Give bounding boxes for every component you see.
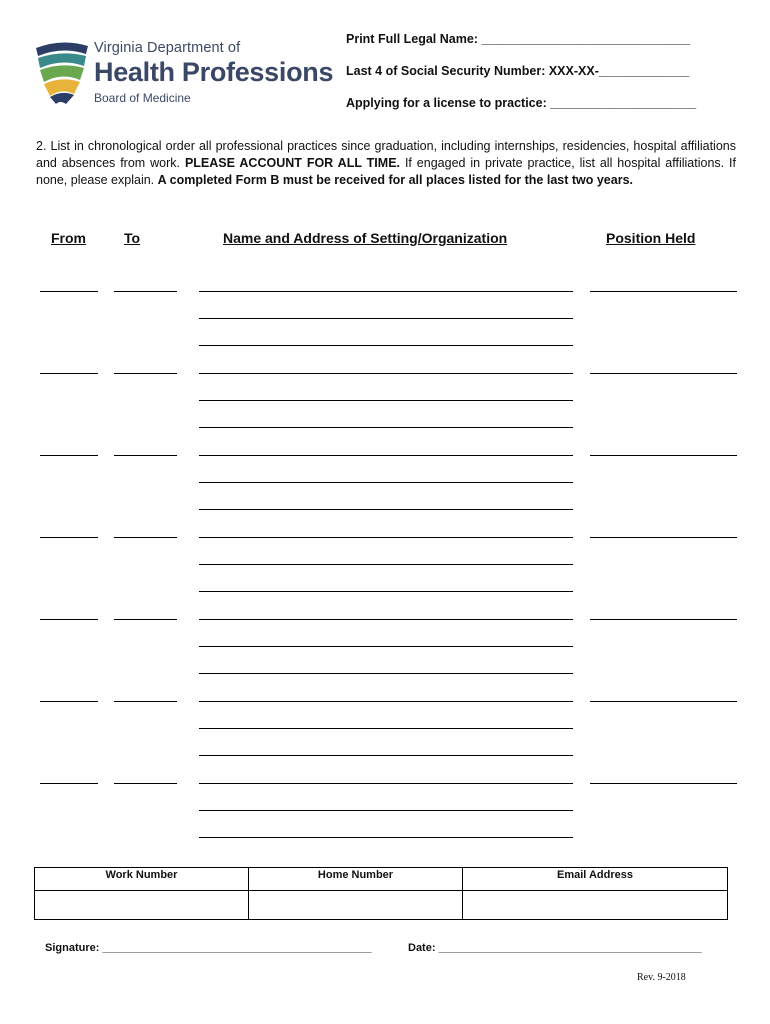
from-line[interactable] (40, 783, 98, 784)
email-address-cell[interactable] (463, 891, 728, 920)
instructions-part-4: A completed Form B must be received for all places listed for the last two years. (157, 173, 633, 187)
signature-label: Signature: (45, 942, 100, 954)
name-address-line[interactable] (199, 591, 573, 592)
date-label: Date: (408, 942, 436, 954)
license-value[interactable]: _____________________ (550, 96, 697, 110)
from-line[interactable] (40, 537, 98, 538)
license-label: Applying for a license to practice: (346, 96, 547, 110)
name-address-line[interactable] (199, 783, 573, 784)
signature-line[interactable]: ____________________________________________ (102, 942, 372, 954)
to-line[interactable] (114, 537, 177, 538)
position-line[interactable] (590, 291, 737, 292)
instructions-part-1: 2. List in chronological order all professional practices since graduation, including internships, residencies, hospital affiliations and absences from work. (36, 139, 736, 170)
name-address-line[interactable] (199, 837, 573, 838)
work-number-header: Work Number (35, 868, 249, 891)
name-address-line[interactable] (199, 646, 573, 647)
name-address-line[interactable] (199, 373, 573, 374)
to-line[interactable] (114, 291, 177, 292)
ssn-value[interactable]: XXX-XX-_____________ (548, 64, 690, 78)
legal-name-field[interactable] (346, 32, 690, 46)
position-line[interactable] (590, 537, 737, 538)
name-address-line[interactable] (199, 619, 573, 620)
name-address-line[interactable] (199, 673, 573, 674)
home-number-cell[interactable] (249, 891, 463, 920)
from-line[interactable] (40, 455, 98, 456)
from-line[interactable] (40, 291, 98, 292)
instructions-part-3: If engaged in private practice, list all hospital affiliations. If none, please explain. (36, 156, 737, 187)
home-number-header: Home Number (249, 868, 463, 891)
from-line[interactable] (40, 373, 98, 374)
instructions-part-2: PLEASE ACCOUNT FOR ALL TIME. (184, 156, 401, 170)
ssn-label: Last 4 of Social Security Number: (346, 64, 546, 78)
name-address-line[interactable] (199, 564, 573, 565)
position-line[interactable] (590, 455, 737, 456)
name-address-line[interactable] (199, 400, 573, 401)
name-address-line[interactable] (199, 455, 573, 456)
col-header-from: From (51, 230, 86, 246)
date-field[interactable] (408, 942, 702, 954)
logo-line-1: Virginia Department of (94, 40, 241, 56)
to-line[interactable] (114, 701, 177, 702)
col-header-name-address: Name and Address of Setting/Organization (223, 230, 508, 246)
name-address-line[interactable] (199, 291, 573, 292)
from-line[interactable] (40, 619, 98, 620)
name-address-line[interactable] (199, 318, 573, 319)
instructions (36, 138, 736, 189)
name-address-line[interactable] (199, 345, 573, 346)
col-header-position: Position Held (606, 230, 696, 246)
logo-swoosh-icon (34, 40, 92, 106)
date-line[interactable]: ___________________________________________ (438, 942, 702, 954)
logo-line-2: Health Professions (94, 57, 334, 87)
name-address-line[interactable] (199, 482, 573, 483)
to-line[interactable] (114, 619, 177, 620)
name-address-line[interactable] (199, 810, 573, 811)
ssn-field[interactable] (346, 64, 689, 78)
to-line[interactable] (114, 455, 177, 456)
from-line[interactable] (40, 701, 98, 702)
contact-table (34, 867, 728, 920)
name-address-line[interactable] (199, 728, 573, 729)
name-address-line[interactable] (199, 427, 573, 428)
dhp-logo (34, 38, 334, 108)
position-line[interactable] (590, 701, 737, 702)
name-address-line[interactable] (199, 755, 573, 756)
position-line[interactable] (590, 373, 737, 374)
license-field[interactable] (346, 96, 696, 110)
position-line[interactable] (590, 783, 737, 784)
logo-line-3: Board of Medicine (94, 91, 191, 105)
col-header-to: To (124, 230, 141, 246)
to-line[interactable] (114, 783, 177, 784)
position-line[interactable] (590, 619, 737, 620)
revision-label: Rev. 9-2018 (637, 972, 686, 983)
work-number-cell[interactable] (35, 891, 249, 920)
name-address-line[interactable] (199, 701, 573, 702)
to-line[interactable] (114, 373, 177, 374)
signature-field[interactable] (45, 942, 372, 954)
name-address-line[interactable] (199, 537, 573, 538)
email-address-header: Email Address (463, 868, 728, 891)
legal-name-label: Print Full Legal Name: (346, 32, 478, 46)
name-address-line[interactable] (199, 509, 573, 510)
legal-name-value[interactable]: ______________________________ (481, 32, 691, 46)
